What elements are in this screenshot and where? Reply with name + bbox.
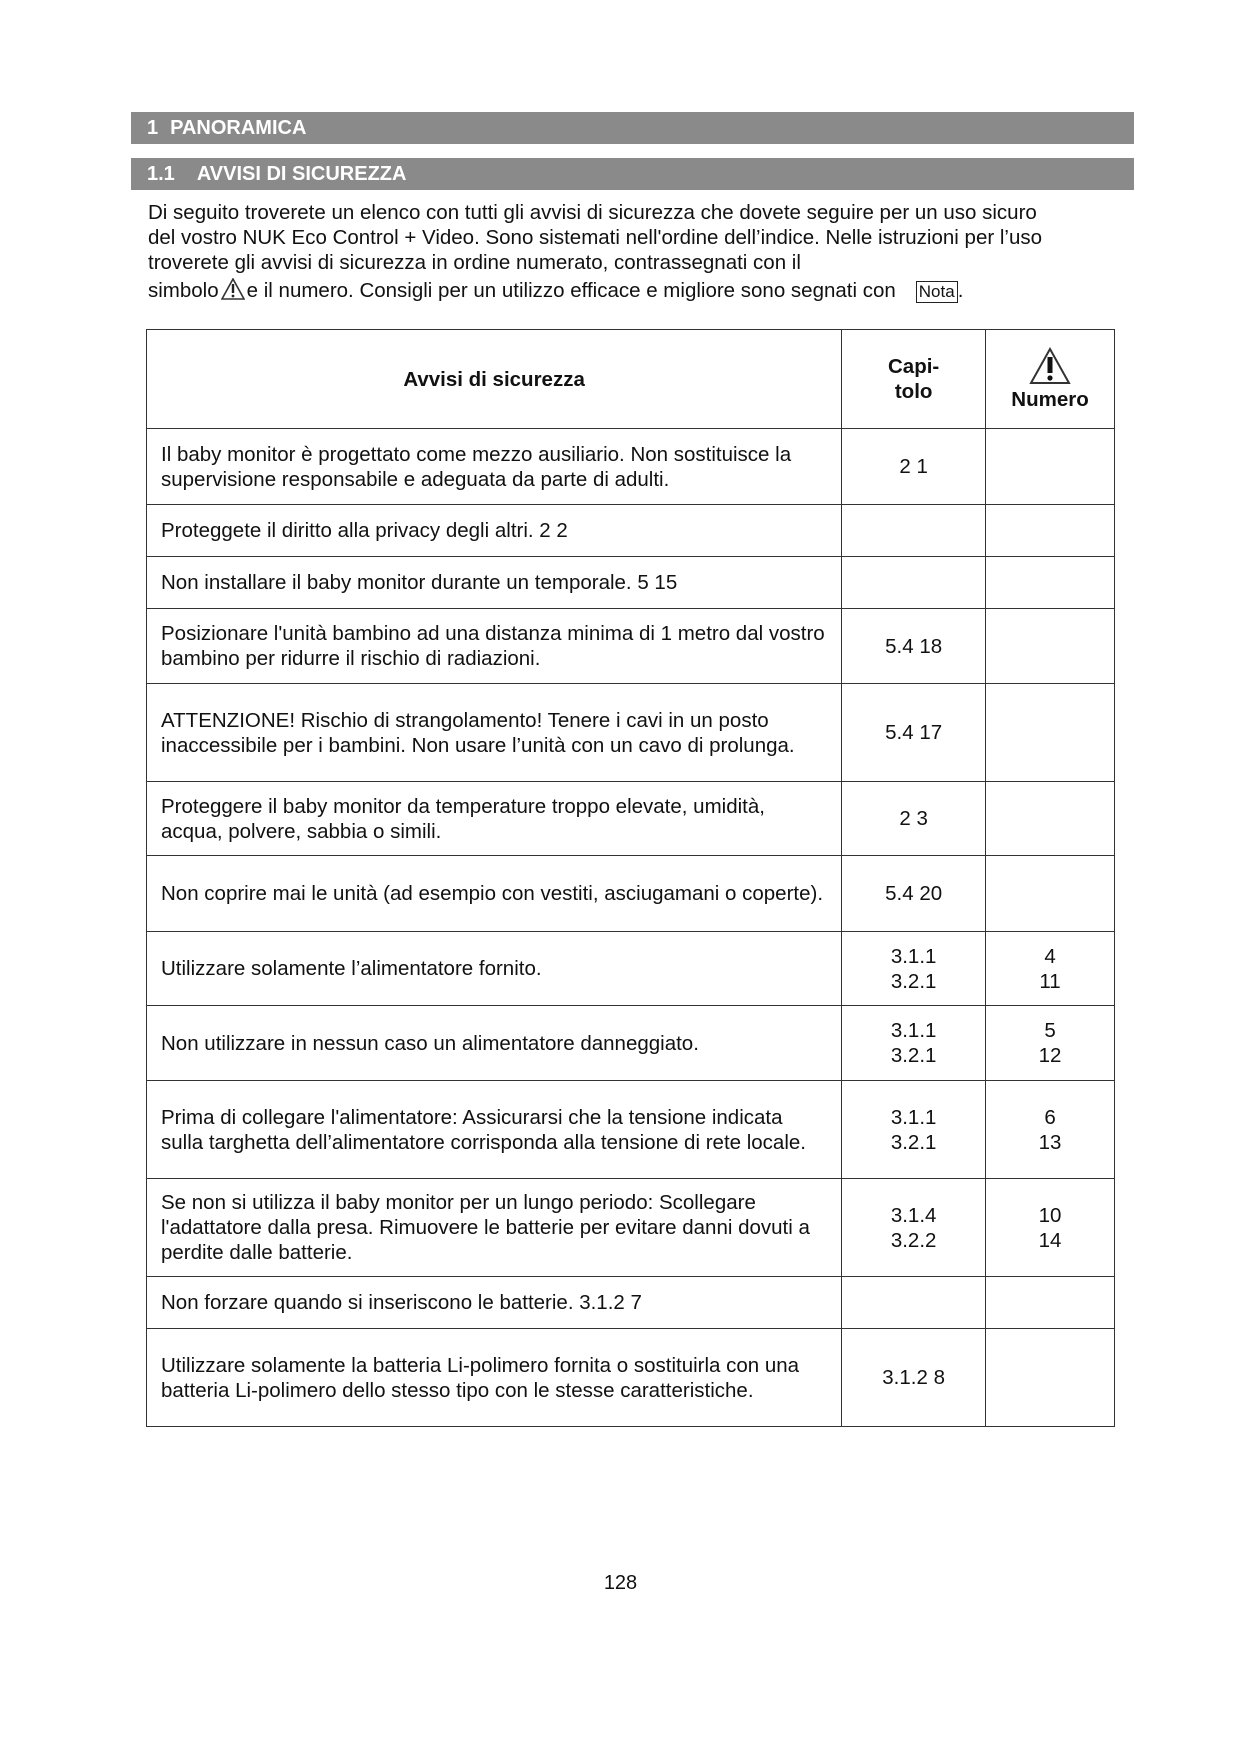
chapter-cell bbox=[842, 557, 986, 609]
notice-text: ATTENZIONE! Rischio di strangolamento! Tenere i cavi in un posto inaccessibile per i bambini. Non usare l’unità con un cavo di prolunga. bbox=[147, 684, 842, 782]
header-notice: Avvisi di sicurezza bbox=[147, 330, 842, 429]
number-cell bbox=[986, 856, 1115, 932]
number-value: 4 bbox=[1044, 944, 1056, 968]
chapter-cell: 2 1 bbox=[842, 429, 986, 505]
number-value: 13 bbox=[1038, 1130, 1062, 1154]
intro-period: . bbox=[957, 279, 964, 302]
number-value: 5 bbox=[1044, 1019, 1056, 1042]
number-cell bbox=[986, 1006, 1115, 1081]
chapter-value: 3.1.1 bbox=[890, 1019, 937, 1042]
number-value: 12 bbox=[1038, 1044, 1062, 1067]
chapter-cell bbox=[842, 1277, 986, 1329]
intro-text: simbolo bbox=[148, 279, 219, 302]
number-value: 11 bbox=[1039, 969, 1061, 993]
header-number-label: Numero bbox=[1011, 387, 1089, 411]
chapter-value: 3.2.1 bbox=[890, 1044, 937, 1067]
section-number: 1 bbox=[147, 116, 159, 139]
table-row bbox=[147, 505, 1115, 557]
chapter-cell: 2 3 bbox=[842, 782, 986, 856]
table-row bbox=[147, 609, 1115, 684]
notice-text: Utilizzare solamente l’alimentatore fornito. bbox=[147, 932, 842, 1006]
table-header-row bbox=[147, 330, 1115, 429]
number-cell bbox=[986, 932, 1115, 1006]
table-row bbox=[147, 557, 1115, 609]
safety-notices-table bbox=[146, 329, 1115, 1427]
section-heading-1 bbox=[131, 112, 1134, 144]
header-chapter-line1: Capi- bbox=[888, 355, 940, 378]
intro-line: Di seguito troverete un elenco con tutti gli avvisi di sicurezza che dovete seguire per un uso sicuro bbox=[148, 201, 1037, 224]
subsection-number: 1.1 bbox=[147, 162, 175, 185]
intro-line bbox=[148, 278, 1128, 306]
chapter-value: 3.2.1 bbox=[890, 1130, 937, 1154]
notice-text: Prima di collegare l'alimentatore: Assicurarsi che la tensione indicata sulla targhetta dell’alimentatore corrisponda alla tensione di rete locale. bbox=[147, 1081, 842, 1179]
chapter-cell bbox=[842, 932, 986, 1006]
subsection-title: AVVISI DI SICUREZZA bbox=[196, 162, 407, 185]
notice-text: Non coprire mai le unità (ad esempio con vestiti, asciugamani o coperte). bbox=[147, 856, 842, 932]
chapter-value: 3.1.4 bbox=[890, 1203, 937, 1227]
table-row bbox=[147, 1277, 1115, 1329]
table-row bbox=[147, 429, 1115, 505]
table-row bbox=[147, 782, 1115, 856]
chapter-cell: 5.4 20 bbox=[842, 856, 986, 932]
table-row bbox=[147, 932, 1115, 1006]
chapter-value: 3.1.1 bbox=[890, 1105, 937, 1129]
chapter-cell bbox=[842, 505, 986, 557]
chapter-cell: 5.4 17 bbox=[842, 684, 986, 782]
number-cell bbox=[986, 505, 1115, 557]
table-row bbox=[147, 856, 1115, 932]
chapter-cell bbox=[842, 1081, 986, 1179]
intro-line: del vostro NUK Eco Control + Video. Sono sistemati nell'ordine dell’indice. Nelle istruzioni per l’uso bbox=[148, 226, 1043, 249]
section-title: PANORAMICA bbox=[170, 116, 307, 139]
chapter-cell: 3.1.2 8 bbox=[842, 1329, 986, 1427]
table-row bbox=[147, 1006, 1115, 1081]
notice-text: Proteggere il baby monitor da temperature troppo elevate, umidità, acqua, polvere, sabbia o simili. bbox=[147, 782, 842, 856]
notice-text: Utilizzare solamente la batteria Li-polimero fornita o sostituirla con una batteria Li-polimero dello stesso tipo con le stesse caratteristiche. bbox=[147, 1329, 842, 1427]
number-cell bbox=[986, 609, 1115, 684]
number-cell bbox=[986, 684, 1115, 782]
intro-line: troverete gli avvisi di sicurezza in ordine numerato, contrassegnati con il bbox=[148, 251, 801, 274]
table-row bbox=[147, 1081, 1115, 1179]
chapter-value: 3.1.1 bbox=[890, 944, 937, 968]
notice-text: Posizionare l'unità bambino ad una distanza minima di 1 metro dal vostro bambino per ridurre il rischio di radiazioni. bbox=[147, 609, 842, 684]
section-heading-1-1 bbox=[131, 158, 1134, 190]
chapter-cell bbox=[842, 1179, 986, 1277]
chapter-cell: 5.4 18 bbox=[842, 609, 986, 684]
notice-text: Il baby monitor è progettato come mezzo ausiliario. Non sostituisce la supervisione responsabile e adeguata da parte di adulti. bbox=[147, 429, 842, 505]
number-cell bbox=[986, 1277, 1115, 1329]
number-cell bbox=[986, 557, 1115, 609]
table-row bbox=[147, 1179, 1115, 1277]
header-number bbox=[986, 330, 1115, 429]
number-cell bbox=[986, 1081, 1115, 1179]
intro-paragraph bbox=[148, 200, 1128, 306]
warning-triangle-icon bbox=[1029, 347, 1071, 385]
chapter-value: 3.2.1 bbox=[890, 969, 937, 993]
number-cell bbox=[986, 782, 1115, 856]
notice-text: Se non si utilizza il baby monitor per un lungo periodo: Scollegare l'adattatore dalla presa. Rimuovere le batterie per evitare danni dovuti a perdite dalle batterie. bbox=[147, 1179, 842, 1277]
table-row bbox=[147, 684, 1115, 782]
notice-text: Proteggete il diritto alla privacy degli altri. 2 2 bbox=[147, 505, 842, 557]
notice-text: Non utilizzare in nessun caso un alimentatore danneggiato. bbox=[147, 1006, 842, 1081]
number-value: 6 bbox=[1044, 1105, 1056, 1129]
chapter-value: 3.2.2 bbox=[890, 1228, 937, 1252]
number-cell bbox=[986, 1179, 1115, 1277]
page-number: 128 bbox=[603, 1572, 638, 1594]
notice-text: Non forzare quando si inseriscono le batterie. 3.1.2 7 bbox=[147, 1277, 842, 1329]
number-cell bbox=[986, 429, 1115, 505]
warning-triangle-icon bbox=[221, 278, 245, 306]
intro-text: e il numero. Consigli per un utilizzo efficace e migliore sono segnati con bbox=[246, 279, 896, 302]
notice-text: Non installare il baby monitor durante un temporale. 5 15 bbox=[147, 557, 842, 609]
table-row bbox=[147, 1329, 1115, 1427]
number-value: 10 bbox=[1038, 1203, 1062, 1227]
number-cell bbox=[986, 1329, 1115, 1427]
chapter-cell bbox=[842, 1006, 986, 1081]
header-chapter-line2: tolo bbox=[894, 380, 933, 403]
number-value: 14 bbox=[1038, 1228, 1062, 1252]
nota-box: Nota bbox=[916, 281, 958, 303]
header-chapter bbox=[842, 330, 986, 429]
